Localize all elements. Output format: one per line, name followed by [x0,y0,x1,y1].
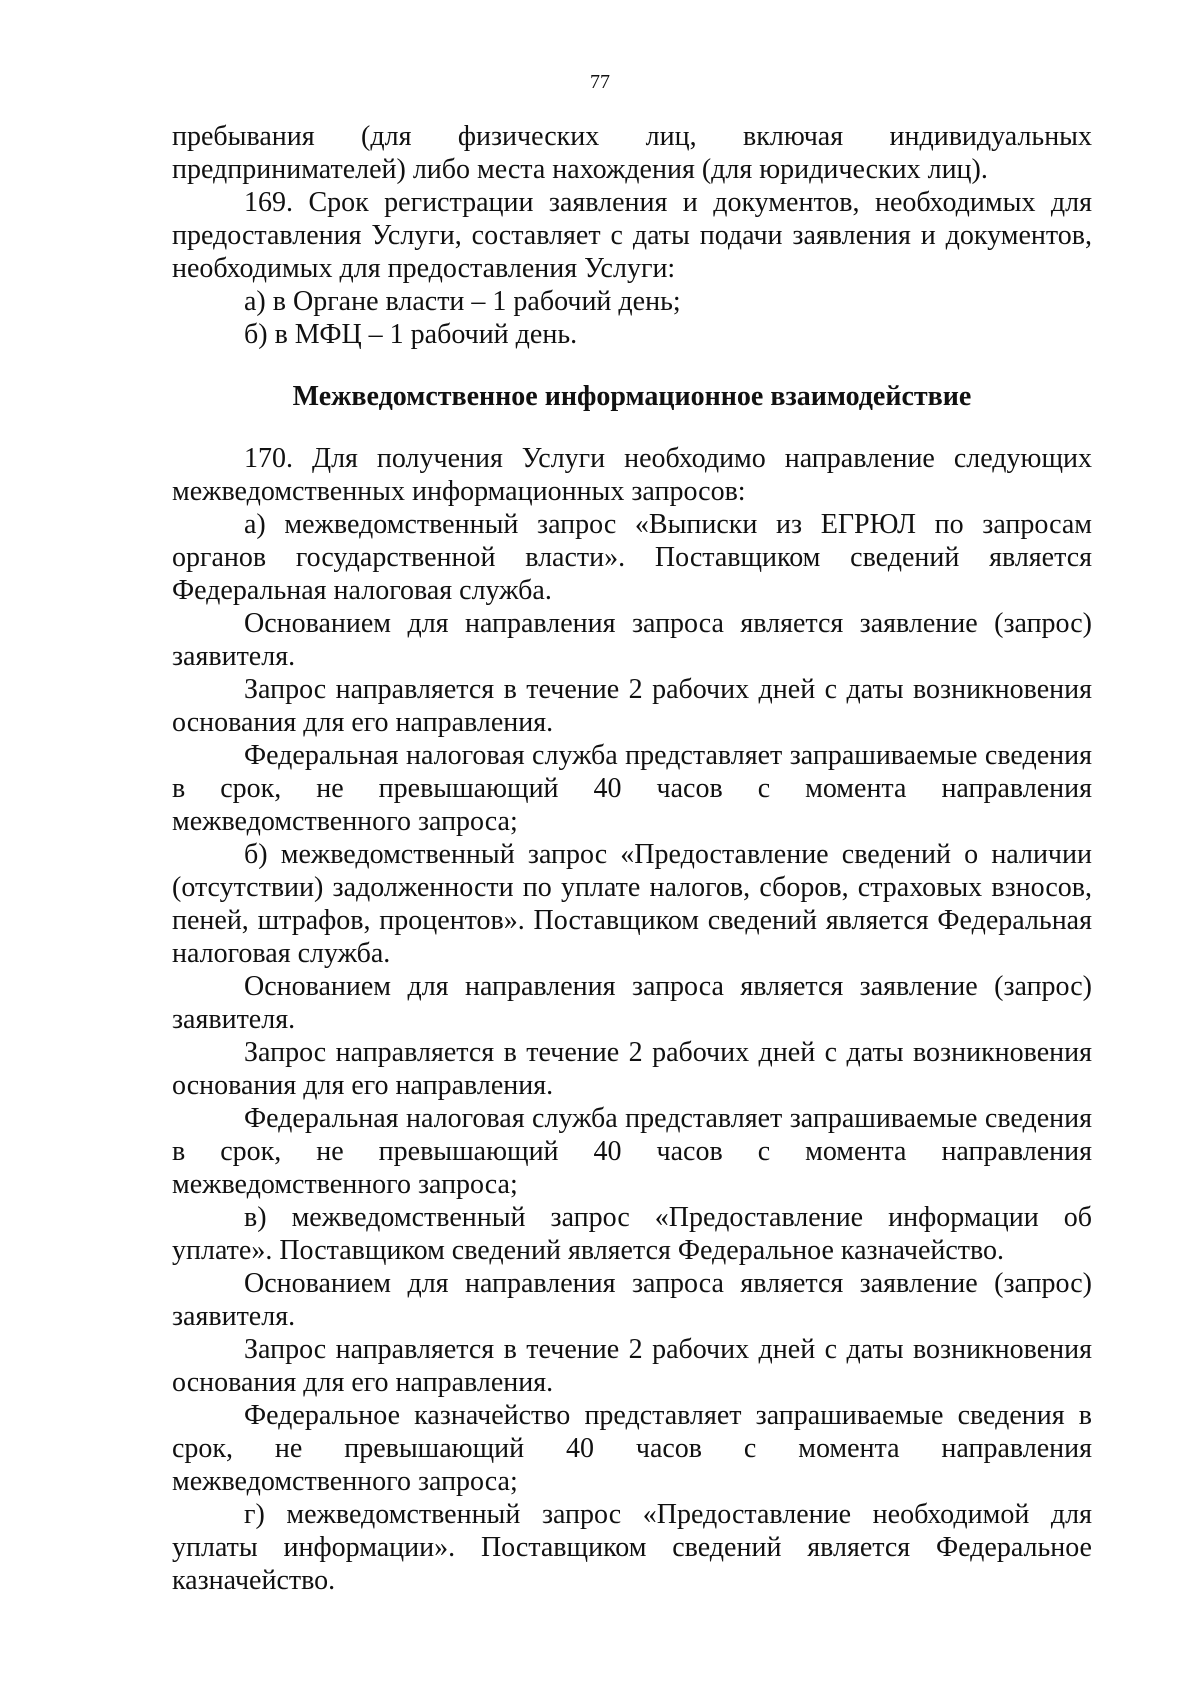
list-item-a: а) в Органе власти – 1 рабочий день; [244,286,681,317]
paragraph-169: 169. Срок регистрации заявления и документов, необходимых для предоставления Услуги, составляет с даты подачи заявления и документов, необходимых для предоставления Услуги: [172,187,1092,284]
paragraph: Федеральная налоговая служба представляет запрашиваемые сведения в срок, не превышающий 40 часов с момента направления межведомственного запроса; [172,1103,1092,1200]
paragraph: Федеральное казначейство представляет запрашиваемые сведения в срок, не превышающий 40 часов с момента направления межведомственного запроса; [172,1400,1092,1497]
section-heading: Межведомственное информационное взаимодействие [292,381,972,412]
paragraph: Основанием для направления запроса является заявление (запрос) заявителя. [172,608,1092,672]
document-body [172,120,1092,1597]
paragraph: Федеральная налоговая служба представляет запрашиваемые сведения в срок, не превышающий 40 часов с момента направления межведомственного запроса; [172,740,1092,837]
paragraph: Запрос направляется в течение 2 рабочих дней с даты возникновения основания для его направления. [172,1334,1092,1398]
request-a: а) межведомственный запрос «Выписки из ЕГРЮЛ по запросам органов государственной власти». Поставщиком сведений является Федеральная налоговая служба. [172,509,1092,606]
request-v: в) межведомственный запрос «Предоставление информации об уплате». Поставщиком сведений является Федеральное казначейство. [172,1202,1092,1266]
request-g: г) межведомственный запрос «Предоставление необходимой для уплаты информации». Поставщиком сведений является Федеральное казначейство. [172,1499,1092,1596]
request-b: б) межведомственный запрос «Предоставление сведений о наличии (отсутствии) задолженности по уплате налогов, сборов, страховых взносов, пеней, штрафов, процентов». Поставщиком сведений является Федеральная налоговая служба. [172,839,1092,969]
paragraph: Запрос направляется в течение 2 рабочих дней с даты возникновения основания для его направления. [172,1037,1092,1101]
paragraph: Основанием для направления запроса является заявление (запрос) заявителя. [172,1268,1092,1332]
paragraph-continuation: пребывания (для физических лиц, включая индивидуальных предпринимателей) либо места нахождения (для юридических лиц). [172,121,1092,185]
page-number: 77 [590,71,610,93]
paragraph: Запрос направляется в течение 2 рабочих дней с даты возникновения основания для его направления. [172,674,1092,738]
list-item-b: б) в МФЦ – 1 рабочий день. [244,319,578,350]
paragraph-170: 170. Для получения Услуги необходимо направление следующих межведомственных информационных запросов: [172,443,1092,507]
paragraph: Основанием для направления запроса является заявление (запрос) заявителя. [172,971,1092,1035]
